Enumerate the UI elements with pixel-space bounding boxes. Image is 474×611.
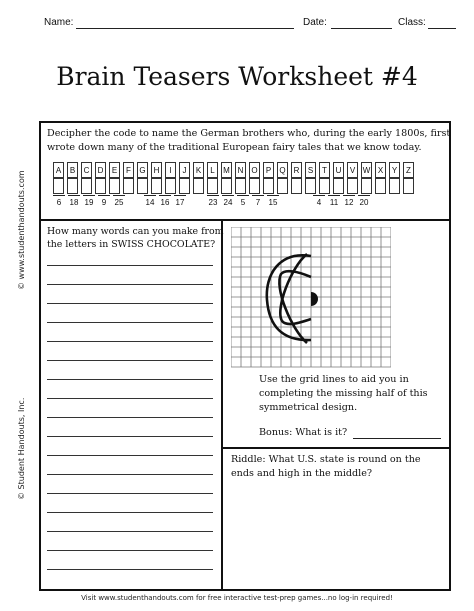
riddle-line2: ends and high in the middle? — [231, 468, 373, 479]
code-blank-line[interactable] — [313, 195, 325, 196]
code-number-cell[interactable] — [221, 178, 232, 194]
code-number: 20 — [359, 198, 369, 207]
code-number-cell[interactable] — [319, 178, 330, 194]
code-number: 15 — [268, 198, 278, 207]
code-letter-cell: L — [207, 162, 218, 178]
word-answer-line[interactable] — [47, 550, 213, 551]
code-letter-cell: T — [319, 162, 330, 178]
divider-riddle — [222, 447, 449, 449]
code-number-cell[interactable] — [109, 178, 120, 194]
code-number-cell[interactable] — [235, 178, 246, 194]
code-number-cell[interactable] — [151, 178, 162, 194]
code-number-cell[interactable] — [389, 178, 400, 194]
word-answer-line[interactable] — [47, 398, 213, 399]
code-number: 14 — [145, 198, 155, 207]
code-number: 24 — [223, 198, 233, 207]
code-number-cell[interactable] — [291, 178, 302, 194]
code-blank-line[interactable] — [358, 195, 370, 196]
code-number: 23 — [208, 198, 218, 207]
code-number: 7 — [255, 198, 261, 207]
word-answer-line[interactable] — [47, 512, 213, 513]
code-letter-cell: E — [109, 162, 120, 178]
word-answer-line[interactable] — [47, 284, 213, 285]
code-number: 18 — [69, 198, 79, 207]
code-blank-line[interactable] — [113, 195, 125, 196]
code-blank-line[interactable] — [343, 195, 355, 196]
code-letter-cell: I — [165, 162, 176, 178]
code-blank-line[interactable] — [237, 195, 249, 196]
date-label: Date: — [303, 17, 327, 28]
code-letter-cell: Q — [277, 162, 288, 178]
word-answer-line[interactable] — [47, 379, 213, 380]
code-number-cell[interactable] — [95, 178, 106, 194]
code-number-cell[interactable] — [81, 178, 92, 194]
code-number: 5 — [240, 198, 246, 207]
code-letter-cell: P — [263, 162, 274, 178]
code-number-cell[interactable] — [193, 178, 204, 194]
code-number-cell[interactable] — [361, 178, 372, 194]
code-number-cell[interactable] — [179, 178, 190, 194]
worksheet-panel — [39, 121, 451, 591]
code-number-cell[interactable] — [347, 178, 358, 194]
code-number: 16 — [160, 198, 170, 207]
code-prompt-line1: Decipher the code to name the German brothers who, during the early 1800s, first — [47, 128, 451, 139]
code-number-cell[interactable] — [137, 178, 148, 194]
code-number-cell[interactable] — [249, 178, 260, 194]
code-number: 17 — [175, 198, 185, 207]
code-number: 25 — [114, 198, 124, 207]
code-letter-cell: H — [151, 162, 162, 178]
word-answer-line[interactable] — [47, 341, 213, 342]
code-number-cell[interactable] — [123, 178, 134, 194]
atom-orbit-lower — [280, 254, 311, 324]
code-letter-cell: N — [235, 162, 246, 178]
words-prompt-line1: How many words can you make from — [47, 226, 224, 237]
code-blank-line[interactable] — [68, 195, 80, 196]
word-answer-line[interactable] — [47, 531, 213, 532]
side-credit-top: © www.studenthandouts.com — [17, 170, 26, 290]
code-number-cell[interactable] — [277, 178, 288, 194]
bonus-label: Bonus: What is it? — [259, 427, 348, 438]
code-letter-cell: D — [95, 162, 106, 178]
grid-instruction-line1: Use the grid lines to aid you in — [259, 374, 409, 385]
symmetry-grid[interactable] — [231, 227, 391, 369]
code-number-cell[interactable] — [305, 178, 316, 194]
code-number: 12 — [344, 198, 354, 207]
code-blank-line[interactable] — [174, 195, 186, 196]
page-title: Brain Teasers Worksheet #4 — [56, 62, 418, 91]
code-letter-cell: K — [193, 162, 204, 178]
name-label: Name: — [44, 17, 74, 28]
code-blank-line[interactable] — [207, 195, 219, 196]
code-letter-cell: V — [347, 162, 358, 178]
code-letter-cell: R — [291, 162, 302, 178]
code-letter-cell: F — [123, 162, 134, 178]
code-blank-line[interactable] — [328, 195, 340, 196]
code-letter-cell: G — [137, 162, 148, 178]
words-prompt-line2: the letters in SWISS CHOCOLATE? — [47, 239, 216, 250]
class-label: Class: — [398, 17, 426, 28]
side-credit-bottom: © Student Handouts, Inc. — [17, 397, 26, 500]
word-answer-line[interactable] — [47, 493, 213, 494]
code-number-cell[interactable] — [263, 178, 274, 194]
code-number: 11 — [329, 198, 339, 207]
code-blank-line[interactable] — [159, 195, 171, 196]
code-letter-cell: U — [333, 162, 344, 178]
word-answer-line[interactable] — [47, 303, 213, 304]
code-blank-line[interactable] — [83, 195, 95, 196]
code-blank-line[interactable] — [144, 195, 156, 196]
code-number: 9 — [101, 198, 107, 207]
atom-nucleus-half — [311, 292, 318, 306]
code-number: 6 — [56, 198, 62, 207]
name-field-line[interactable] — [76, 28, 294, 29]
word-answer-line[interactable] — [47, 322, 213, 323]
code-blank-line[interactable] — [222, 195, 234, 196]
code-letter-cell: X — [375, 162, 386, 178]
bonus-answer-line[interactable] — [353, 438, 441, 439]
code-number: 19 — [84, 198, 94, 207]
code-blank-line[interactable] — [252, 195, 264, 196]
word-answer-line[interactable] — [47, 474, 213, 475]
code-number-cell[interactable] — [53, 178, 64, 194]
date-field-line[interactable] — [331, 28, 392, 29]
code-letter-cell: B — [67, 162, 78, 178]
code-prompt-line2: wrote down many of the traditional European fairy tales that we know today. — [47, 142, 422, 153]
riddle-line1: Riddle: What U.S. state is round on the — [231, 454, 421, 465]
code-blank-line[interactable] — [267, 195, 279, 196]
divider-vertical — [221, 220, 223, 591]
code-blank-line[interactable] — [98, 195, 110, 196]
divider-top — [41, 219, 449, 221]
code-number: 4 — [316, 198, 322, 207]
word-answer-line[interactable] — [47, 436, 213, 437]
word-answer-line[interactable] — [47, 455, 213, 456]
footer-note: Visit www.studenthandouts.com for free interactive test-prep games...no log-in required! — [81, 594, 393, 602]
code-letter-cell: A — [53, 162, 64, 178]
word-answer-line[interactable] — [47, 417, 213, 418]
code-letter-cell: O — [249, 162, 260, 178]
code-letter-cell: M — [221, 162, 232, 178]
grid-instruction-line2: completing the missing half of this — [259, 388, 428, 399]
side-credit — [10, 120, 24, 500]
class-field-line[interactable] — [428, 28, 456, 29]
code-number-cell[interactable] — [375, 178, 386, 194]
code-letter-cell: Z — [403, 162, 414, 178]
word-answer-line[interactable] — [47, 265, 213, 266]
code-number-cell[interactable] — [403, 178, 414, 194]
word-answer-line[interactable] — [47, 360, 213, 361]
code-letter-cell: C — [81, 162, 92, 178]
code-number-cell[interactable] — [67, 178, 78, 194]
code-number-cell[interactable] — [165, 178, 176, 194]
code-blank-line[interactable] — [53, 195, 65, 196]
code-letter-cell: W — [361, 162, 372, 178]
code-letter-cell: Y — [389, 162, 400, 178]
code-number-cell[interactable] — [333, 178, 344, 194]
code-number-cell[interactable] — [207, 178, 218, 194]
grid-instruction-line3: symmetrical design. — [259, 402, 358, 413]
word-answer-line[interactable] — [47, 569, 213, 570]
code-letter-cell: J — [179, 162, 190, 178]
code-letter-cell: S — [305, 162, 316, 178]
